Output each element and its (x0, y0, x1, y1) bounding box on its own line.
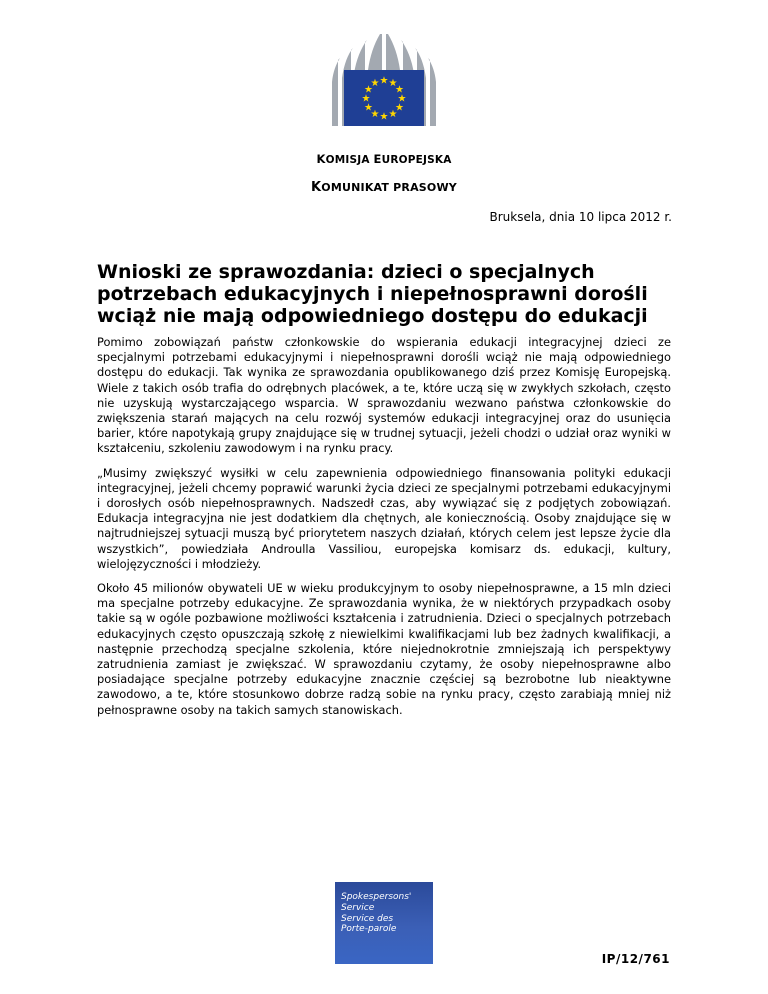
svg-text:★: ★ (379, 111, 389, 123)
paragraph: Około 45 milionów obywateli UE w wieku produkcyjnym to osoby niepełnosprawne, a 15 mln dzieci ma specjalne potrzeby edukacyjne. Ze sprawozdania wynika, że w niektórych przypadkach osoby takie są w ogóle pozbawione możliwości kształcenia i zatrudnienia. Dzieci o specjalnych potrzebach edukacyjnych często opuszczają szkołę z niewielkimi kwalifikacjami lub bez żadnych kwalifikacji, a następnie przechodzą specjalne szkolenia, które niejednokrotnie zmniejszają ich perspektywy zatrudnienia zamiast je zwiększać. W sprawozdaniu czytamy, że osoby niepełnosprawne albo posiadające specjalne potrzeby edukacyjne znacznie częściej są bezrobotne lub nieaktywne zawodowo, a te, które stosunkowo dobrze radzą sobie na rynku pracy, często zarabiają mniej niż pełnosprawne osoby na takich samych stanowiskach. (97, 581, 671, 717)
svg-text:★: ★ (397, 93, 407, 105)
spokes-line: Service (341, 902, 375, 913)
svg-text:★: ★ (388, 109, 398, 120)
svg-text:★: ★ (361, 93, 371, 105)
svg-text:★: ★ (395, 102, 404, 114)
paragraph: Pomimo zobowiązań państw członkowskie do wspierania edukacji integracyjnej dzieci ze specjalnymi potrzebami edukacyjnymi i niepełnosprawni dorośli wciąż nie mają odpowiedniego dostępu do edukacji. Tak wynika ze sprawozdania opublikowanego dziś przez Komisję Europejską. Wiele z takich osób trafia do odrębnych placówek, a te, które uczą się w zwykłych szkołach, często nie uzyskują wystarczającego wsparcia. W sprawozdaniu wezwano państwa członkowskie do zwiększenia starań mających na celu rozwój systemów edukacji integracyjnej oraz do usunięcia barier, które napotykają grupy znajdujące się w trudnej sytuacji, jeżeli chodzi o udział oraz wyniki w kształceniu, szkoleniu zawodowym i na rynku pracy. (97, 335, 671, 456)
org-initial-e: E (373, 152, 382, 166)
svg-text:★: ★ (395, 84, 404, 96)
svg-text:★: ★ (364, 84, 373, 96)
org-initial-k: K (316, 152, 326, 166)
organization-name (0, 152, 768, 166)
spokespersons-service-logo (335, 882, 433, 964)
svg-text:★: ★ (379, 75, 389, 87)
press-release-body (97, 335, 671, 727)
svg-text:★: ★ (370, 78, 380, 89)
doc-type-initial: K (311, 180, 322, 195)
dateline: Bruksela, dnia 10 lipca 2012 r. (489, 210, 672, 224)
svg-text:★: ★ (388, 78, 398, 89)
document-type (0, 180, 768, 195)
org-rest-2: UROPEJSKA (381, 154, 452, 166)
svg-text:★: ★ (364, 102, 373, 114)
press-release-title: Wnioski ze sprawozdania: dzieci o specjalnych potrzebach edukacyjnych i niepełnosprawni dorośli wciąż nie mają odpowiedniego dostępu do edukacji (97, 261, 648, 327)
european-commission-logo (304, 34, 464, 126)
reference-number: IP/12/761 (601, 952, 670, 966)
svg-text:★: ★ (370, 109, 380, 120)
doc-type-rest: OMUNIKAT PRASOWY (321, 181, 457, 194)
spokes-line: Spokespersons' (341, 892, 412, 902)
spokes-line: Service des (341, 913, 394, 924)
org-rest-1: OMISJA (325, 154, 374, 166)
spokes-line: Porte-parole (341, 924, 397, 935)
paragraph: „Musimy zwiększyć wysiłki w celu zapewnienia odpowiedniego finansowania polityki edukacji integracyjnej, jeżeli chcemy poprawić warunki życia dzieci ze specjalnymi potrzebami edukacyjnymi i dorosłych osób niepełnosprawnych. Nadszedł czas, aby wywiązać się z podjętych zobowiązań. Edukacja integracyjna nie jest dodatkiem dla chętnych, ale koniecznością. Osoby znajdujące się w najtrudniejszej sytuacji muszą być priorytetem naszych działań, których celem jest lepsze życie dla wszystkich”, powiedziała Androulla Vassiliou, europejska komisarz ds. edukacji, kultury, wielojęzyczności i młodzieży. (97, 465, 671, 571)
